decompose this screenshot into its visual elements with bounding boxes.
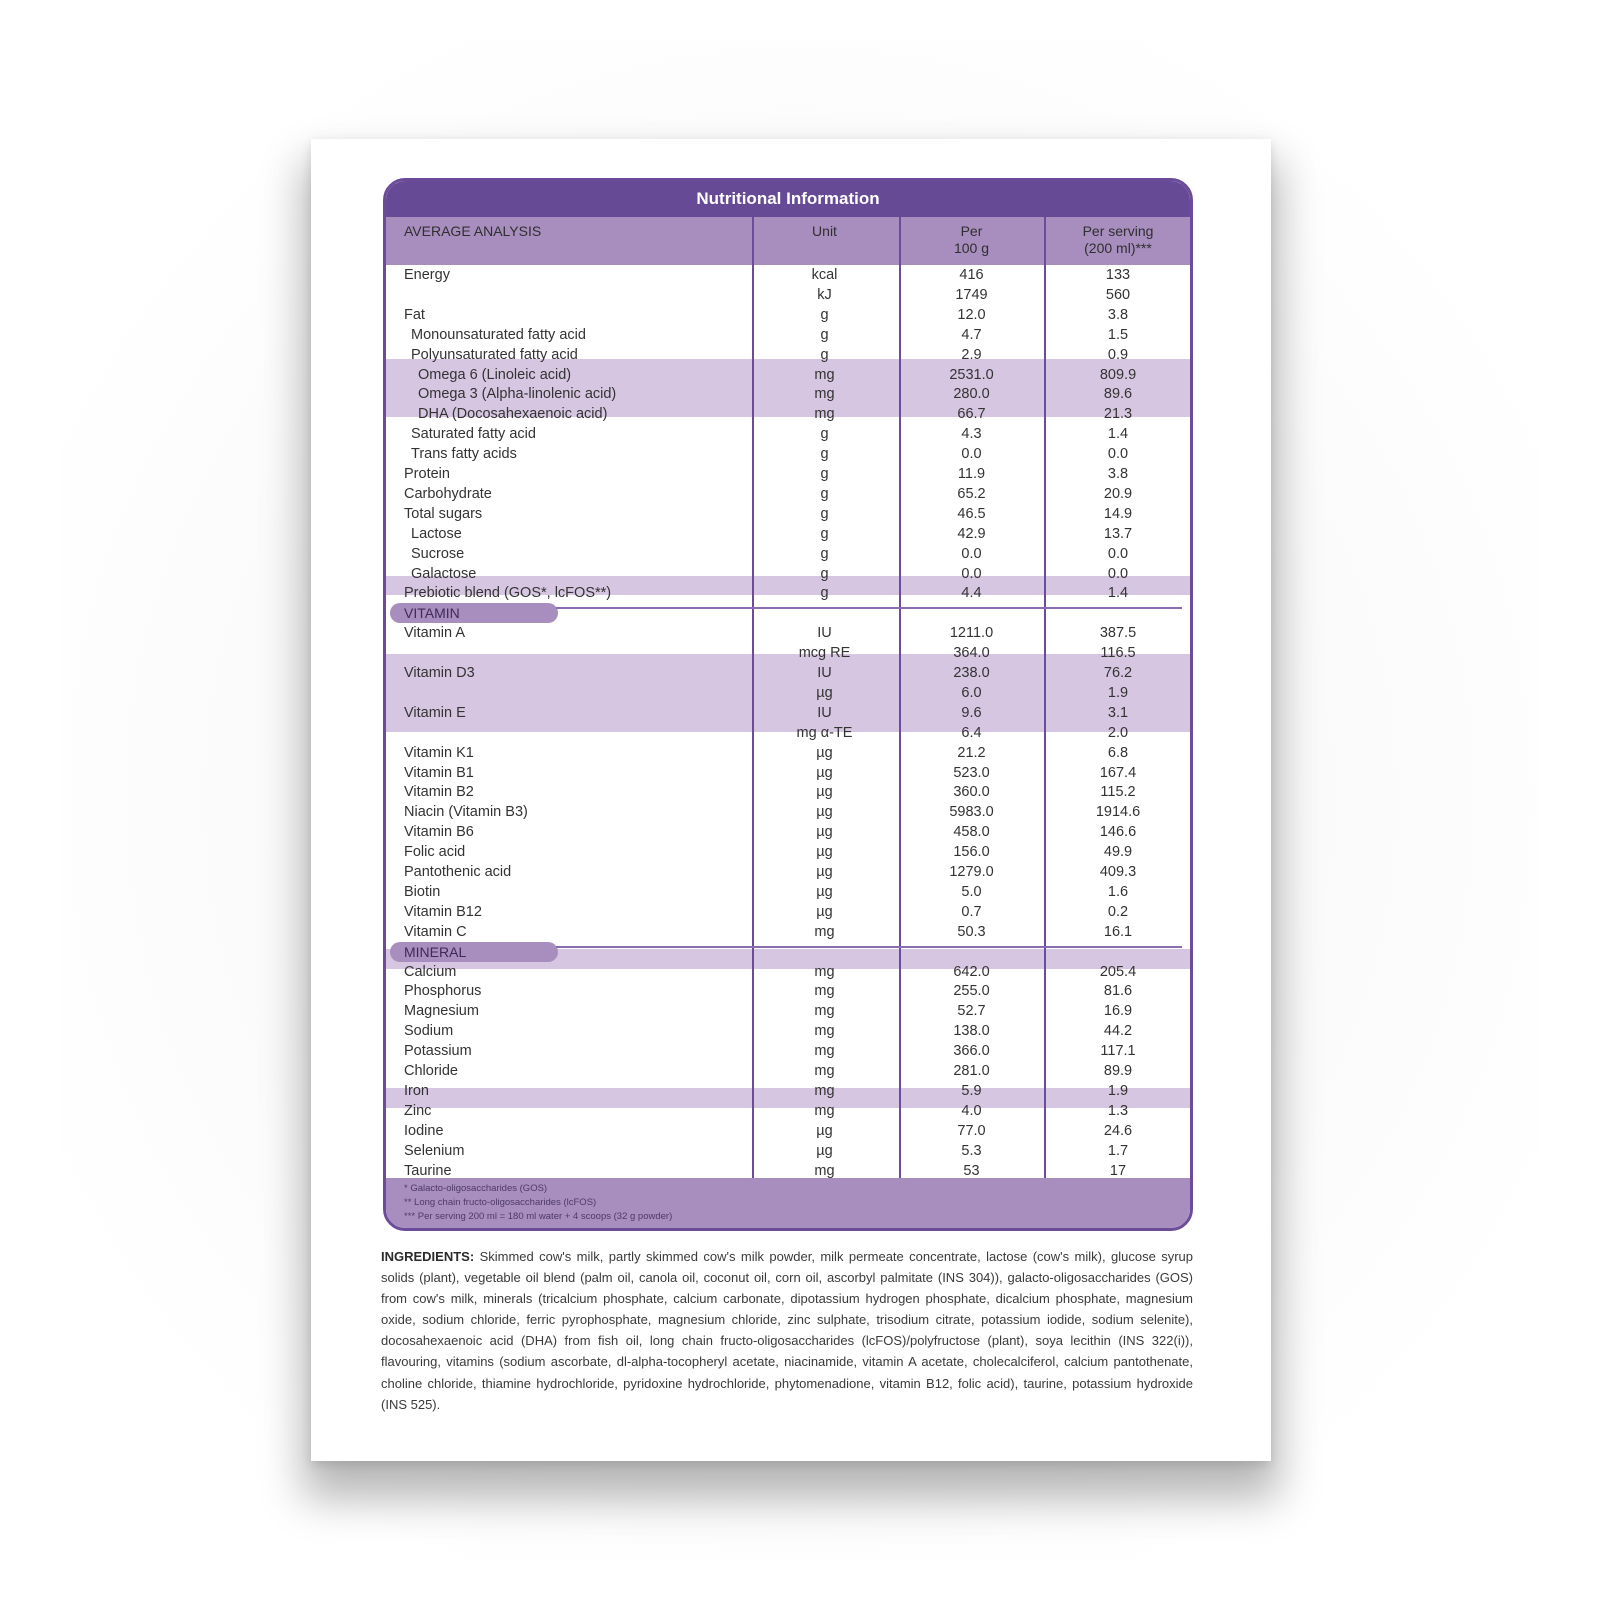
table-header [386, 217, 1190, 265]
per-100g-cell: 42.9 [957, 525, 986, 542]
nutrient-name: Vitamin K1 [404, 744, 474, 761]
per-100g-cell: 4.4 [961, 585, 982, 602]
per-serving-cell: 1.5 [1107, 326, 1129, 343]
table-row [386, 922, 1190, 942]
per-100g-cell: 4.7 [961, 326, 982, 343]
table-row [386, 703, 1190, 723]
nutrient-name: Vitamin A [404, 625, 465, 642]
table-row [386, 862, 1190, 882]
table-row [386, 782, 1190, 802]
table-row [386, 365, 1190, 385]
ingredients-label: INGREDIENTS: [381, 1249, 475, 1264]
unit-cell: µg [816, 684, 833, 701]
unit-cell: kcal [811, 267, 838, 283]
per-100g-cell: 0.0 [961, 565, 982, 582]
per-100g-cell: 360.0 [953, 784, 990, 801]
table-row [386, 842, 1190, 862]
header-average-analysis: AVERAGE ANALYSIS [404, 223, 542, 239]
nutrient-name: Sodium [404, 1023, 454, 1040]
per-100g-cell: 5983.0 [949, 804, 994, 821]
per-100g-cell: 5.9 [961, 1082, 982, 1099]
nutrient-name: Omega 6 (Linoleic acid) [418, 366, 572, 383]
unit-cell: µg [816, 824, 833, 841]
nutrient-name: Trans fatty acids [411, 446, 517, 463]
per-100g-cell: 50.3 [957, 923, 986, 940]
table-row [386, 424, 1190, 444]
nutrient-name: DHA (Docosahexaenoic acid) [418, 406, 608, 423]
nutrient-name: Calcium [404, 963, 457, 980]
per-100g-cell: 11.9 [957, 466, 986, 482]
table-row [386, 464, 1190, 484]
ingredients-list: Skimmed cow's milk, partly skimmed cow's milk powder, milk permeate concentrate, lactose (cow's milk), glucose syrup solids (plant), vegetable oil blend (palm oil, canola oil, coconut oil, corn oil, ascorbyl palmitate (INS 304)), galacto-oligosaccharides (GOS) from cow's milk, minerals (tricalcium phosphate, calcium carbonate, dipotassium hydrogen phosphate, dicalcium phosphate, magnesium oxide, sodium chloride, ferric pyrophosphate, magnesium chloride, zinc sulphate, trisodium citrate, potassium iodide, sodium selenite), docosahexaenoic acid (DHA) from fish oil, long chain fructo-oligosaccharides (lcFOS)/polyfructose (plant), soya lecithin (INS 322(i)), flavouring, vitamins (sodium ascorbate, dl-alpha-tocopheryl acetate, niacinamide, vitamin A acetate, cholecalciferol, calcium pantothenate, choline chloride, thiamine hydrochloride, pyridoxine hydrochloride, phytomenadione, vitamin B12, folic acid), taurine, potassium hydroxide (INS 525). [381, 1249, 1193, 1412]
per-serving-cell: 1.4 [1107, 426, 1129, 443]
unit-cell: µg [816, 1142, 833, 1159]
table-row [386, 305, 1190, 325]
unit-cell: µg [816, 784, 833, 801]
per-serving-cell: 0.0 [1107, 545, 1129, 562]
table-row [386, 1141, 1190, 1161]
section-mineral: MINERAL [390, 942, 558, 962]
per-100g-cell: 2531.0 [949, 366, 994, 383]
per-serving-cell: 49.9 [1103, 844, 1133, 861]
unit-cell: g [820, 545, 829, 562]
nutrient-name: Monounsaturated fatty acid [411, 326, 586, 343]
per-serving-cell: 1.6 [1107, 883, 1129, 900]
per-serving-cell: 14.9 [1103, 505, 1133, 522]
table-row [386, 285, 1190, 305]
table-row [386, 1081, 1190, 1101]
per-serving-cell: 3.8 [1107, 306, 1129, 323]
unit-cell: g [820, 466, 829, 482]
table-row [386, 981, 1190, 1001]
per-100g-cell: 280.0 [953, 386, 990, 403]
table-row [386, 265, 1190, 285]
unit-cell: mg [814, 366, 835, 383]
ingredients-text [381, 1246, 1193, 1415]
nutrient-name: Zinc [404, 1102, 432, 1119]
label-page [311, 139, 1271, 1461]
unit-cell: g [820, 525, 829, 542]
nutrient-name: Lactose [411, 525, 462, 542]
per-serving-cell: 1.4 [1107, 585, 1129, 602]
nutrient-name: Taurine [404, 1162, 452, 1179]
unit-cell: g [820, 326, 829, 343]
table-row [386, 663, 1190, 683]
nutrient-name: Total sugars [404, 505, 483, 522]
unit-cell: IU [817, 704, 832, 721]
per-100g-cell: 6.4 [961, 724, 982, 741]
per-serving-cell: 117.1 [1100, 1043, 1136, 1060]
per-serving-cell: 809.9 [1099, 366, 1137, 383]
table-row [386, 763, 1190, 783]
per-serving-cell: 1.9 [1107, 1082, 1129, 1099]
per-100g-cell: 281.0 [953, 1063, 990, 1079]
nutrient-name: Folic acid [404, 844, 466, 861]
per-serving-cell: 0.2 [1107, 903, 1129, 920]
table-row [386, 623, 1190, 643]
per-100g-cell: 255.0 [953, 983, 990, 1000]
table-row [386, 544, 1190, 564]
header-per-100g-line2: 100 g [953, 240, 990, 256]
header-per-serving-line2: (200 ml)*** [1084, 240, 1152, 256]
nutrient-name: Prebiotic blend (GOS*, lcFOS**) [404, 585, 612, 602]
unit-cell: mg [814, 1162, 835, 1179]
per-serving-cell: 1.7 [1107, 1142, 1129, 1159]
table-row [386, 524, 1190, 544]
nutrient-name: Galactose [411, 565, 477, 582]
nutrient-name: Vitamin B2 [404, 784, 474, 801]
unit-cell: µg [816, 744, 833, 761]
nutrient-name: Iodine [404, 1122, 444, 1139]
per-serving-cell: 1914.6 [1095, 804, 1141, 821]
per-100g-cell: 366.0 [953, 1043, 990, 1060]
unit-cell: µg [816, 903, 833, 920]
table-row [386, 345, 1190, 365]
per-serving-cell: 89.9 [1103, 1063, 1133, 1079]
per-100g-cell: 4.3 [961, 426, 982, 443]
table-row [386, 1121, 1190, 1141]
nutrient-name: Vitamin C [404, 923, 467, 940]
unit-cell: IU [817, 665, 832, 681]
nutrient-name: Chloride [404, 1063, 458, 1079]
per-serving-cell: 409.3 [1099, 864, 1137, 880]
nutrient-name: Vitamin B6 [404, 824, 474, 841]
nutrient-name: Magnesium [404, 1003, 479, 1020]
unit-cell: g [820, 585, 829, 602]
per-serving-cell: 89.6 [1103, 386, 1133, 403]
per-100g-cell: 523.0 [953, 764, 990, 781]
per-serving-cell: 205.4 [1099, 963, 1137, 980]
per-serving-cell: 3.1 [1107, 704, 1129, 721]
unit-cell: g [820, 346, 829, 363]
header-unit: Unit [812, 223, 837, 239]
per-100g-cell: 66.7 [957, 406, 986, 423]
nutrient-name: Sucrose [411, 545, 465, 562]
section-vitamin: VITAMIN [390, 603, 558, 623]
per-serving-cell: 0.0 [1107, 446, 1129, 463]
unit-cell: µg [816, 864, 833, 880]
table-row [386, 384, 1190, 404]
section-divider-line [556, 607, 1182, 609]
nutrient-name: Vitamin E [404, 704, 466, 721]
unit-cell: mg [814, 1003, 835, 1020]
per-serving-cell: 81.6 [1103, 983, 1133, 1000]
nutrient-name: Fat [404, 306, 425, 323]
unit-cell: mg [814, 406, 835, 423]
per-100g-cell: 77.0 [957, 1122, 986, 1139]
nutrient-name: Omega 3 (Alpha-linolenic acid) [418, 386, 617, 403]
unit-cell: kJ [817, 286, 832, 303]
unit-cell: mcg RE [798, 645, 851, 662]
unit-cell: g [820, 565, 829, 582]
per-100g-cell: 46.5 [957, 505, 986, 522]
per-100g-cell: 12.0 [957, 306, 986, 323]
footnote-lcfos: ** Long chain fructo-oligosaccharides (lcFOS) [404, 1197, 597, 1208]
table-row [386, 683, 1190, 703]
unit-cell: mg [814, 1023, 835, 1040]
per-100g-cell: 2.9 [961, 346, 982, 363]
unit-cell: mg [814, 386, 835, 403]
table-footnotes [386, 1178, 1190, 1228]
unit-cell: µg [816, 804, 833, 821]
header-per-serving [1046, 223, 1190, 257]
per-100g-cell: 642.0 [953, 963, 990, 980]
per-100g-cell: 238.0 [953, 665, 990, 681]
unit-cell: µg [816, 844, 833, 861]
footnote-serving: *** Per serving 200 ml = 180 ml water + 4 scoops (32 g powder) [404, 1211, 673, 1222]
nutrient-name: Vitamin B12 [404, 903, 482, 920]
unit-cell: mg [814, 1102, 835, 1119]
unit-cell: g [820, 426, 829, 443]
nutrient-name: Protein [404, 466, 450, 482]
unit-cell: mg α-TE [796, 724, 853, 741]
per-serving-cell: 2.0 [1107, 724, 1129, 741]
per-serving-cell: 133 [1105, 267, 1131, 283]
per-serving-cell: 16.9 [1103, 1003, 1133, 1020]
unit-cell: µg [816, 1122, 833, 1139]
per-100g-cell: 5.0 [961, 883, 982, 900]
nutrition-table [383, 178, 1193, 1231]
unit-cell: µg [816, 883, 833, 900]
table-row [386, 643, 1190, 663]
nutrient-name: Iron [404, 1082, 429, 1099]
nutrient-name: Potassium [404, 1043, 472, 1060]
per-100g-cell: 364.0 [953, 645, 990, 662]
unit-cell: mg [814, 1043, 835, 1060]
nutrient-name: Selenium [404, 1142, 465, 1159]
per-serving-cell: 21.3 [1103, 406, 1133, 423]
header-per-100g-line1: Per [960, 223, 983, 239]
nutrient-name: Vitamin B1 [404, 764, 474, 781]
per-100g-cell: 65.2 [957, 485, 986, 502]
unit-cell: mg [814, 923, 835, 940]
per-serving-cell: 3.8 [1107, 466, 1129, 482]
per-serving-cell: 20.9 [1103, 485, 1133, 502]
table-row [386, 484, 1190, 504]
per-100g-cell: 6.0 [961, 684, 982, 701]
per-100g-cell: 0.7 [961, 903, 982, 920]
nutrient-name: Pantothenic acid [404, 864, 512, 880]
unit-cell: g [820, 485, 829, 502]
unit-cell: mg [814, 1082, 835, 1099]
footnote-gos: * Galacto-oligosaccharides (GOS) [404, 1183, 548, 1194]
per-100g-cell: 52.7 [957, 1003, 986, 1020]
unit-cell: g [820, 505, 829, 522]
per-100g-cell: 458.0 [953, 824, 990, 841]
per-serving-cell: 17 [1109, 1162, 1127, 1179]
table-row [386, 902, 1190, 922]
per-serving-cell: 24.6 [1103, 1122, 1133, 1139]
per-100g-cell: 0.0 [961, 446, 982, 463]
per-serving-cell: 16.1 [1103, 923, 1133, 940]
table-row [386, 743, 1190, 763]
unit-cell: g [820, 306, 829, 323]
table-row [386, 1021, 1190, 1041]
per-serving-cell: 1.9 [1107, 684, 1129, 701]
table-row [386, 404, 1190, 424]
per-100g-cell: 1279.0 [949, 864, 994, 880]
header-per-serving-line1: Per serving [1082, 223, 1154, 239]
nutrient-name: Biotin [404, 883, 441, 900]
per-serving-cell: 560 [1105, 286, 1131, 303]
per-100g-cell: 9.6 [961, 704, 982, 721]
table-row [386, 325, 1190, 345]
per-100g-cell: 416 [959, 267, 984, 283]
per-serving-cell: 13.7 [1103, 525, 1133, 542]
table-row [386, 962, 1190, 982]
per-100g-cell: 53 [963, 1162, 980, 1179]
per-100g-cell: 156.0 [953, 844, 990, 861]
per-serving-cell: 0.9 [1107, 346, 1129, 363]
table-row [386, 822, 1190, 842]
per-100g-cell: 5.3 [961, 1142, 982, 1159]
per-serving-cell: 387.5 [1099, 625, 1137, 642]
per-serving-cell: 76.2 [1103, 665, 1133, 681]
header-per-100g [899, 223, 1044, 257]
per-100g-cell: 1749 [955, 286, 988, 303]
per-serving-cell: 1.3 [1107, 1102, 1129, 1119]
unit-cell: IU [817, 625, 832, 642]
nutrient-name: Energy [404, 267, 450, 283]
per-100g-cell: 0.0 [961, 545, 982, 562]
per-100g-cell: 4.0 [961, 1102, 982, 1119]
per-serving-cell: 146.6 [1099, 824, 1137, 841]
table-row [386, 1101, 1190, 1121]
nutrient-name: Carbohydrate [404, 485, 492, 502]
nutrient-name: Saturated fatty acid [411, 426, 536, 443]
section-divider-line [556, 946, 1182, 948]
unit-cell: mg [814, 963, 835, 980]
per-serving-cell: 6.8 [1107, 744, 1129, 761]
table-row [386, 723, 1190, 743]
table-row [386, 1061, 1190, 1081]
table-row [386, 882, 1190, 902]
unit-cell: µg [816, 764, 833, 781]
table-row [386, 564, 1190, 584]
table-row [386, 802, 1190, 822]
nutrient-name: Polyunsaturated fatty acid [411, 346, 578, 363]
table-row [386, 1001, 1190, 1021]
per-100g-cell: 1211.0 [949, 625, 994, 642]
per-serving-cell: 115.2 [1100, 784, 1136, 801]
table-row [386, 504, 1190, 524]
unit-cell: mg [814, 983, 835, 1000]
table-row [386, 444, 1190, 464]
per-serving-cell: 0.0 [1107, 565, 1129, 582]
nutrient-name: Phosphorus [404, 983, 482, 1000]
nutrient-name: Vitamin D3 [404, 665, 475, 681]
per-serving-cell: 116.5 [1100, 645, 1136, 662]
per-100g-cell: 21.2 [957, 744, 986, 761]
unit-cell: g [820, 446, 829, 463]
table-row [386, 1041, 1190, 1061]
table-title: Nutritional Information [386, 181, 1190, 217]
per-serving-cell: 44.2 [1103, 1023, 1133, 1040]
per-serving-cell: 167.4 [1099, 764, 1137, 781]
per-100g-cell: 138.0 [953, 1023, 990, 1040]
nutrient-name: Niacin (Vitamin B3) [404, 804, 528, 821]
table-row [386, 583, 1190, 603]
unit-cell: mg [814, 1063, 835, 1079]
